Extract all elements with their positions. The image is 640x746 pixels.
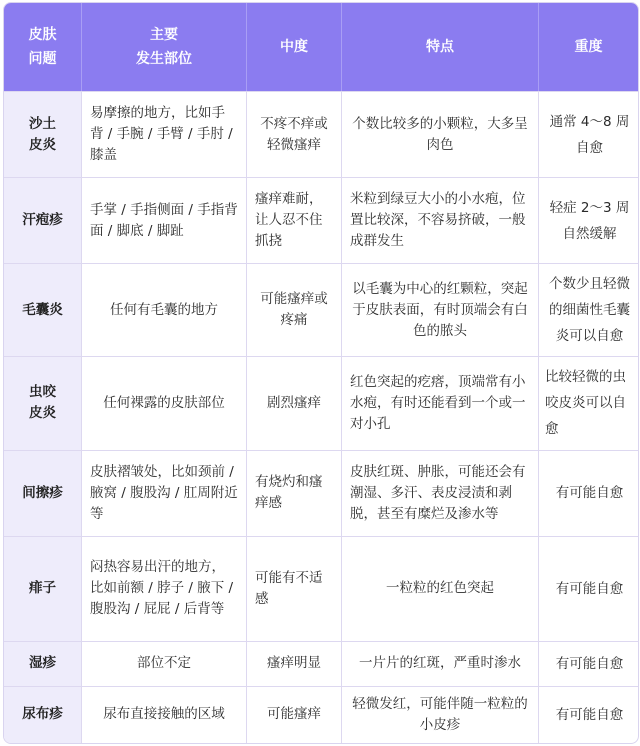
row-name-line1: 间擦疹: [22, 484, 63, 501]
row-features: 红色突起的疙瘩，顶端常有小水疱，有时还能看到一个或一对小孔: [341, 356, 538, 449]
table-row: [4, 686, 638, 743]
row-name-line1: 痱子: [29, 580, 56, 597]
row-severe: 通常 4～8 周自愈: [538, 91, 638, 177]
header-skin-problem: [4, 3, 81, 91]
row-name: [4, 450, 81, 536]
header-row: [4, 3, 638, 91]
row-severe: 轻症 2～3 周自然缓解: [538, 177, 638, 263]
row-moderate: 可能瘙痒或疼痛: [246, 263, 341, 356]
row-name: [4, 536, 81, 641]
row-name: [4, 356, 81, 449]
header-features: 特点: [341, 3, 538, 91]
table-row: [4, 641, 638, 686]
table-row: [4, 356, 638, 449]
row-name-line1: 沙土: [29, 115, 56, 132]
header-location-line1: 主要: [150, 27, 178, 43]
row-location: 任何有毛囊的地方: [81, 263, 246, 356]
table-row: [4, 536, 638, 641]
row-severe: 比较轻微的虫咬皮炎可以自愈: [538, 356, 638, 449]
row-moderate: 不疼不痒或轻微瘙痒: [246, 91, 341, 177]
row-features: 米粒到绿豆大小的小水疱，位置比较深，不容易挤破，一般成群发生: [341, 177, 538, 263]
row-name-line1: 汗疱疹: [22, 212, 63, 229]
row-name-line1: 湿疹: [29, 655, 56, 672]
row-severe: 有可能自愈: [538, 641, 638, 686]
row-name: [4, 686, 81, 743]
row-name: [4, 177, 81, 263]
header-severe: 重度: [538, 3, 638, 91]
header-location-line2: 发生部位: [136, 51, 192, 67]
row-location: 易摩擦的地方，比如手背 / 手腕 / 手臂 / 手肘 / 膝盖: [81, 91, 246, 177]
row-name-line1: 毛囊炎: [22, 301, 63, 318]
row-severe: 个数少且轻微的细菌性毛囊炎可以自愈: [538, 263, 638, 356]
row-location: 闷热容易出汗的地方，比如前额 / 脖子 / 腋下 / 腹股沟 / 屁屁 / 后背等: [81, 536, 246, 641]
row-name: [4, 263, 81, 356]
row-name-line2: 皮炎: [29, 136, 56, 153]
row-location: 尿布直接接触的区域: [81, 686, 246, 743]
header-moderate: 中度: [246, 3, 341, 91]
header-skin-problem-line2: 问题: [28, 51, 57, 67]
row-severe: 有可能自愈: [538, 450, 638, 536]
row-severe: 有可能自愈: [538, 536, 638, 641]
row-features: 一粒粒的红色突起: [341, 536, 538, 641]
row-features: 以毛囊为中心的红颗粒，突起于皮肤表面，有时顶端会有白色的脓头: [341, 263, 538, 356]
row-location: 部位不定: [81, 641, 246, 686]
row-features: 一片片的红斑，严重时渗水: [341, 641, 538, 686]
row-severe: 有可能自愈: [538, 686, 638, 743]
row-location: 手掌 / 手指侧面 / 手指背面 / 脚底 / 脚趾: [81, 177, 246, 263]
row-moderate: 剧烈瘙痒: [246, 356, 341, 449]
skin-problem-table: [3, 2, 639, 744]
row-features: 皮肤红斑、肿胀，可能还会有潮湿、多汗、表皮浸渍和剥脱，甚至有糜烂及渗水等: [341, 450, 538, 536]
row-name-line2: 皮炎: [29, 405, 56, 422]
table-row: [4, 177, 638, 263]
row-moderate: 可能瘙痒: [246, 686, 341, 743]
row-name: [4, 91, 81, 177]
row-features: 轻微发红，可能伴随一粒粒的小皮疹: [341, 686, 538, 743]
row-name: [4, 641, 81, 686]
row-location: 皮肤褶皱处，比如颈前 / 腋窝 / 腹股沟 / 肛周附近等: [81, 450, 246, 536]
row-name-line1: 虫咬: [29, 384, 56, 401]
row-moderate: 有烧灼和瘙痒感: [246, 450, 341, 536]
table-row: [4, 263, 638, 356]
table-row: [4, 91, 638, 177]
row-name-line1: 尿布疹: [22, 706, 63, 723]
table-row: [4, 450, 638, 536]
header-location: [81, 3, 246, 91]
row-features: 个数比较多的小颗粒，大多呈肉色: [341, 91, 538, 177]
row-moderate: 瘙痒明显: [246, 641, 341, 686]
header-skin-problem-line1: 皮肤: [28, 27, 57, 43]
row-moderate: 瘙痒难耐，让人忍不住抓挠: [246, 177, 341, 263]
row-moderate: 可能有不适感: [246, 536, 341, 641]
row-location: 任何裸露的皮肤部位: [81, 356, 246, 449]
